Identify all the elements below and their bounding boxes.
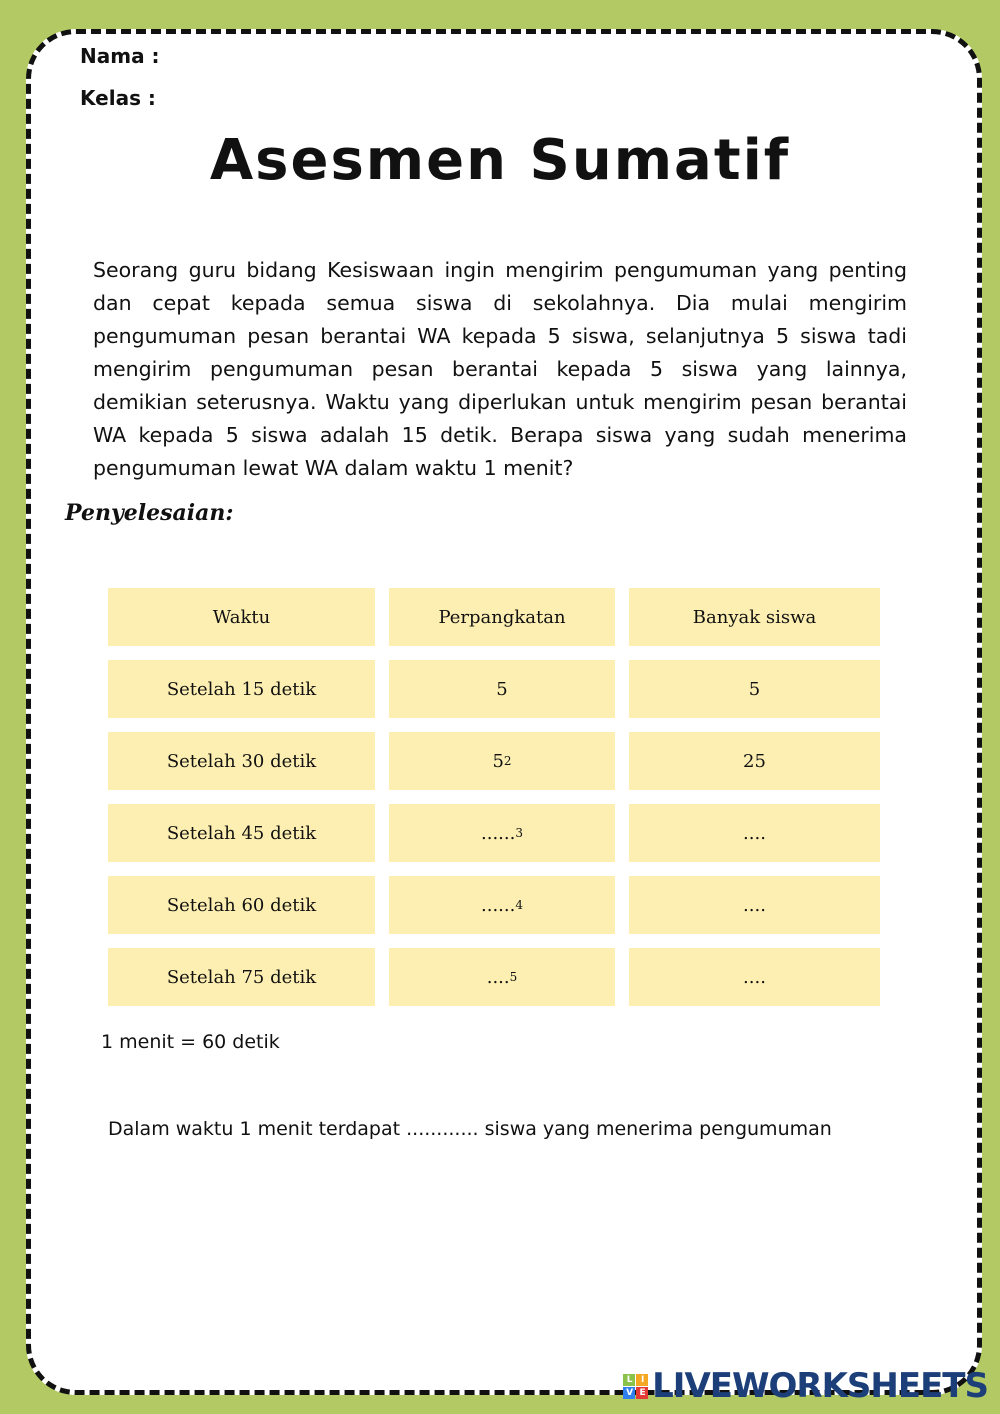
logo-icon: L I V E bbox=[623, 1374, 648, 1399]
cell-siswa: 5 bbox=[629, 660, 880, 718]
cell-waktu: Setelah 30 detik bbox=[108, 732, 375, 790]
name-label: Nama : bbox=[80, 44, 160, 68]
logo-text: LIVEWORKSHEETS bbox=[652, 1366, 988, 1406]
problem-text: Seorang guru bidang Kesiswaan ingin mengirim pengumuman yang penting dan cepat kepada semua siswa di sekolahnya. Dia mulai mengirim pengumuman pesan berantai WA kepada 5 siswa, selanjutnya 5 siswa tadi mengirim pengumuman pesan berantai kepada 5 siswa yang lainnya, demikian seterusnya. Waktu yang diperlukan untuk mengirim pesan berantai WA kepada 5 siswa adalah 15 detik. Berapa siswa yang sudah menerima pengumuman lewat WA dalam waktu 1 menit? bbox=[93, 258, 907, 480]
header-banyak-siswa: Banyak siswa bbox=[629, 588, 880, 646]
cell-perpangkatan bbox=[389, 660, 615, 718]
power-base: 5 bbox=[492, 750, 504, 772]
page-title: Asesmen Sumatif bbox=[209, 128, 791, 193]
cell-perpangkatan bbox=[389, 948, 615, 1006]
answer-sentence: Dalam waktu 1 menit terdapat ............ siswa yang menerima pengumuman bbox=[108, 1118, 832, 1140]
power-base: .... bbox=[486, 966, 510, 988]
power-exponent: 3 bbox=[515, 826, 523, 840]
cell-siswa: .... bbox=[629, 948, 880, 1006]
cell-siswa: 25 bbox=[629, 732, 880, 790]
cell-waktu: Setelah 75 detik bbox=[108, 948, 375, 1006]
power-base: ...... bbox=[481, 894, 516, 916]
class-label: Kelas : bbox=[80, 86, 156, 110]
note: 1 menit = 60 detik bbox=[101, 1031, 280, 1053]
power-base: ...... bbox=[481, 822, 516, 844]
cell-siswa: .... bbox=[629, 804, 880, 862]
header-perpangkatan: Perpangkatan bbox=[389, 588, 615, 646]
cell-perpangkatan bbox=[389, 732, 615, 790]
cell-waktu: Setelah 45 detik bbox=[108, 804, 375, 862]
liveworksheets-logo bbox=[623, 1366, 988, 1406]
power-exponent: 2 bbox=[503, 754, 512, 768]
cell-perpangkatan bbox=[389, 804, 615, 862]
cell-waktu: Setelah 60 detik bbox=[108, 876, 375, 934]
cell-waktu: Setelah 15 detik bbox=[108, 660, 375, 718]
power-exponent: 5 bbox=[509, 970, 518, 984]
solution-label: Penyelesaian: bbox=[65, 500, 234, 526]
header-waktu: Waktu bbox=[108, 588, 375, 646]
power-exponent: 4 bbox=[515, 898, 523, 912]
cell-perpangkatan bbox=[389, 876, 615, 934]
power-base: 5 bbox=[496, 678, 508, 700]
cell-siswa: .... bbox=[629, 876, 880, 934]
